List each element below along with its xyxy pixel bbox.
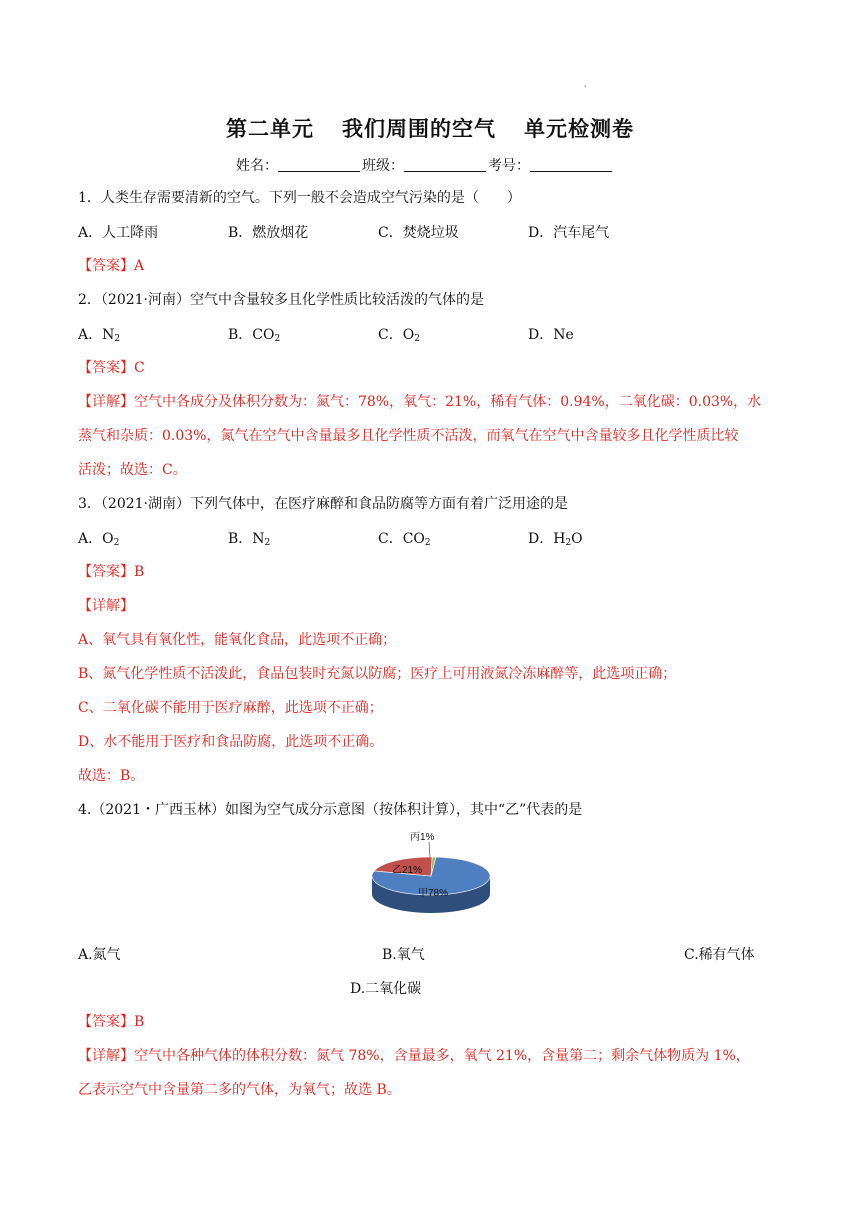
q1-option-b: B．燃放烟花	[228, 225, 309, 241]
q4-option-a: A.氮气	[78, 947, 121, 963]
exam-number-blank[interactable]	[530, 157, 612, 172]
q1-option-d: D．汽车尾气	[528, 225, 610, 241]
q4-option-d: D.二氧化碳	[350, 981, 422, 997]
q2-option-a: A．$N_2$	[78, 327, 121, 344]
q4-explain-line: 乙表示空气中含量第二多的气体，为氧气；故选 B。	[78, 1082, 401, 1098]
q2-option-b: B．$CO_2$	[228, 327, 281, 344]
q1-option-c: C．焚烧垃圾	[378, 225, 459, 241]
page-title	[0, 113, 860, 143]
q1-option-a: A．人工降雨	[78, 225, 159, 241]
q4-stem: 4.（2021・广西玉林）如图为空气成分示意图（按体积计算），其中“乙”代表的是	[78, 802, 583, 818]
q3-option-a: A．$O_2$	[78, 531, 120, 548]
q4-answer: 【答案】B	[78, 1014, 145, 1030]
name-blank[interactable]	[278, 157, 360, 172]
q4-option-b: B.氧气	[382, 947, 425, 963]
q3-explain-line: C、二氧化碳不能用于医疗麻醉，此选项不正确；	[78, 700, 383, 716]
q3-answer: 【答案】B	[78, 564, 145, 580]
student-info-line	[236, 155, 614, 175]
title-unit: 第二单元	[226, 116, 314, 141]
q2-explain-line: 【详解】空气中各成分及体积分数为：氮气：78%，氧气：21%，稀有气体：0.94%，二氧化碳：0.03%，水	[78, 394, 762, 410]
q3-option-c: C．$CO_2$	[378, 531, 431, 548]
q3-explain-line: A、氧气具有氧化性，能氧化食品，此选项不正确；	[78, 632, 397, 648]
q4-explain-line: 【详解】空气中各种气体的体积分数：氮气 78%，含量最多，氧气 21%，含量第二；剩余气体物质为 1%，	[78, 1048, 750, 1064]
q3-explain-line: 故选：B。	[78, 768, 145, 784]
q3-stem: 3．（2021·湖南）下列气体中，在医疗麻醉和食品防腐等方面有着广泛用途的是	[78, 496, 568, 512]
name-label: 姓名：	[236, 158, 278, 174]
q3-explain-title: 【详解】	[78, 598, 134, 614]
q2-option-d: D．Ne	[528, 327, 574, 343]
class-label: 班级：	[362, 158, 404, 174]
air-composition-pie-chart	[362, 828, 498, 920]
title-test: 单元检测卷	[524, 116, 634, 141]
exam-number-label: 考号：	[488, 158, 530, 174]
q3-option-b: B．$N_2$	[228, 531, 271, 548]
title-topic: 我们周围的空气	[342, 116, 496, 141]
bing-leader-line	[429, 842, 430, 857]
q2-explain-line: 活泼；故选：C。	[78, 462, 187, 478]
q2-stem: 2．（2021·河南）空气中含量较多且化学性质比较活泼的气体的是	[78, 292, 484, 308]
q4-option-c: C.稀有气体	[684, 947, 755, 963]
q2-explain-line: 蒸气和杂质：0.03%，氮气在空气中含量最多且化学性质不活泼，而氧气在空气中含量较多且化学性质比较	[78, 428, 739, 444]
q1-stem: 1．人类生存需要清新的空气。下列一般不会造成空气污染的是（ ）	[78, 190, 521, 206]
q3-explain-line: B、氮气化学性质不活泼此，食品包装时充氮以防腐；医疗上可用液氮冷冻麻醉等，此选项正确；	[78, 666, 677, 682]
q2-answer: 【答案】C	[78, 360, 145, 376]
q2-option-c: C．$O_2$	[378, 327, 420, 344]
page-mark: '	[584, 84, 587, 93]
pie-label-bing: 丙1%	[410, 832, 435, 843]
q3-explain-line: D、水不能用于医疗和食品防腐，此选项不正确。	[78, 734, 384, 750]
q3-option-d: D．$H_2O$	[528, 531, 583, 548]
pie-label-yi: 乙21%	[392, 865, 423, 876]
pie-label-jia: 甲78%	[418, 888, 449, 899]
q1-answer: 【答案】A	[78, 258, 145, 274]
class-blank[interactable]	[404, 157, 486, 172]
